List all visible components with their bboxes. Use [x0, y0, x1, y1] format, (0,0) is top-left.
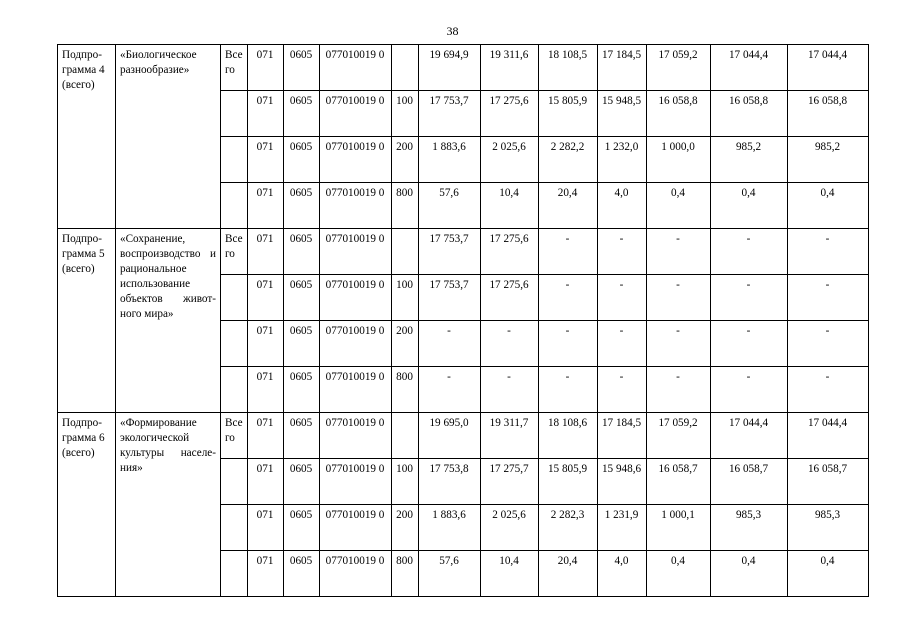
code-target-cell: 077010019 0: [319, 551, 391, 597]
total-cell: Все го: [221, 229, 248, 275]
value-cell: 15 805,9: [538, 459, 597, 505]
value-cell: -: [480, 321, 538, 367]
value-cell: -: [480, 367, 538, 413]
budget-table: [57, 44, 869, 597]
code-grbs-cell: 071: [247, 321, 283, 367]
code-expense-cell: [391, 45, 418, 91]
value-cell: -: [710, 367, 787, 413]
code-grbs-cell: 071: [247, 367, 283, 413]
value-cell: -: [597, 275, 646, 321]
value-cell: 4,0: [597, 183, 646, 229]
value-cell: 0,4: [646, 183, 710, 229]
value-cell: 2 025,6: [480, 505, 538, 551]
value-cell: -: [710, 229, 787, 275]
value-cell: -: [787, 229, 868, 275]
value-cell: -: [646, 229, 710, 275]
value-cell: 19 695,0: [418, 413, 480, 459]
code-section-cell: 0605: [283, 551, 319, 597]
value-cell: -: [538, 367, 597, 413]
code-section-cell: 0605: [283, 505, 319, 551]
value-cell: -: [538, 229, 597, 275]
value-cell: 17 753,7: [418, 229, 480, 275]
value-cell: 4,0: [597, 551, 646, 597]
code-target-cell: 077010019 0: [319, 229, 391, 275]
value-cell: 20,4: [538, 183, 597, 229]
code-target-cell: 077010019 0: [319, 45, 391, 91]
code-grbs-cell: 071: [247, 91, 283, 137]
code-expense-cell: 100: [391, 459, 418, 505]
value-cell: 17 275,7: [480, 459, 538, 505]
total-cell-empty: [221, 551, 248, 597]
code-target-cell: 077010019 0: [319, 505, 391, 551]
value-cell: 17 044,4: [710, 45, 787, 91]
table-row: [58, 45, 869, 91]
total-cell: Все го: [221, 413, 248, 459]
value-cell: 17 753,8: [418, 459, 480, 505]
value-cell: -: [418, 367, 480, 413]
value-cell: -: [597, 367, 646, 413]
subprogram-name-cell: «Сохранение, воспроизводство и рациональное использование объектов живот-ного мира»: [116, 229, 221, 413]
total-cell: Все го: [221, 45, 248, 91]
total-cell-empty: [221, 367, 248, 413]
value-cell: 18 108,6: [538, 413, 597, 459]
value-cell: 16 058,8: [787, 91, 868, 137]
value-cell: 17 753,7: [418, 91, 480, 137]
total-cell-empty: [221, 91, 248, 137]
value-cell: 17 044,4: [710, 413, 787, 459]
value-cell: -: [787, 321, 868, 367]
value-cell: -: [597, 321, 646, 367]
code-grbs-cell: 071: [247, 137, 283, 183]
code-expense-cell: [391, 229, 418, 275]
value-cell: 985,2: [787, 137, 868, 183]
code-target-cell: 077010019 0: [319, 275, 391, 321]
value-cell: 17 044,4: [787, 413, 868, 459]
value-cell: -: [646, 367, 710, 413]
code-section-cell: 0605: [283, 275, 319, 321]
code-expense-cell: 800: [391, 551, 418, 597]
value-cell: 19 311,6: [480, 45, 538, 91]
value-cell: 15 948,5: [597, 91, 646, 137]
code-section-cell: 0605: [283, 321, 319, 367]
code-grbs-cell: 071: [247, 505, 283, 551]
value-cell: -: [538, 321, 597, 367]
value-cell: 2 282,3: [538, 505, 597, 551]
code-expense-cell: 200: [391, 321, 418, 367]
value-cell: 15 948,6: [597, 459, 646, 505]
value-cell: 19 311,7: [480, 413, 538, 459]
code-target-cell: 077010019 0: [319, 183, 391, 229]
code-grbs-cell: 071: [247, 45, 283, 91]
subprogram-cell: Подпро-грамма 5 (всего): [58, 229, 116, 413]
code-expense-cell: 800: [391, 367, 418, 413]
value-cell: 16 058,8: [646, 91, 710, 137]
code-target-cell: 077010019 0: [319, 321, 391, 367]
value-cell: 17 184,5: [597, 45, 646, 91]
code-section-cell: 0605: [283, 45, 319, 91]
subprogram-name-cell: «Формирование экологической культуры населе-ния»: [116, 413, 221, 597]
code-grbs-cell: 071: [247, 275, 283, 321]
code-target-cell: 077010019 0: [319, 91, 391, 137]
value-cell: 10,4: [480, 551, 538, 597]
value-cell: 17 753,7: [418, 275, 480, 321]
value-cell: -: [538, 275, 597, 321]
code-section-cell: 0605: [283, 183, 319, 229]
code-expense-cell: [391, 413, 418, 459]
code-expense-cell: 100: [391, 91, 418, 137]
code-grbs-cell: 071: [247, 551, 283, 597]
total-cell-empty: [221, 183, 248, 229]
value-cell: 985,3: [787, 505, 868, 551]
value-cell: 20,4: [538, 551, 597, 597]
table-body: [58, 45, 869, 597]
value-cell: 18 108,5: [538, 45, 597, 91]
value-cell: -: [787, 275, 868, 321]
value-cell: 19 694,9: [418, 45, 480, 91]
code-expense-cell: 100: [391, 275, 418, 321]
code-section-cell: 0605: [283, 137, 319, 183]
value-cell: 985,3: [710, 505, 787, 551]
value-cell: 57,6: [418, 183, 480, 229]
value-cell: 17 275,6: [480, 229, 538, 275]
value-cell: 1 000,0: [646, 137, 710, 183]
value-cell: 17 184,5: [597, 413, 646, 459]
code-section-cell: 0605: [283, 229, 319, 275]
value-cell: 985,2: [710, 137, 787, 183]
value-cell: 17 044,4: [787, 45, 868, 91]
value-cell: 0,4: [787, 551, 868, 597]
value-cell: -: [787, 367, 868, 413]
code-expense-cell: 200: [391, 137, 418, 183]
code-grbs-cell: 071: [247, 183, 283, 229]
code-target-cell: 077010019 0: [319, 367, 391, 413]
value-cell: 16 058,7: [787, 459, 868, 505]
value-cell: 1 232,0: [597, 137, 646, 183]
value-cell: -: [710, 321, 787, 367]
code-grbs-cell: 071: [247, 413, 283, 459]
subprogram-cell: Подпро-грамма 6 (всего): [58, 413, 116, 597]
code-section-cell: 0605: [283, 413, 319, 459]
subprogram-cell: Подпро-грамма 4 (всего): [58, 45, 116, 229]
value-cell: -: [646, 321, 710, 367]
value-cell: 0,4: [710, 551, 787, 597]
value-cell: 57,6: [418, 551, 480, 597]
code-target-cell: 077010019 0: [319, 137, 391, 183]
value-cell: 16 058,7: [710, 459, 787, 505]
page-number: 38: [446, 24, 459, 38]
table-row: [58, 413, 869, 459]
value-cell: 2 025,6: [480, 137, 538, 183]
total-cell-empty: [221, 275, 248, 321]
total-cell-empty: [221, 137, 248, 183]
total-cell-empty: [221, 459, 248, 505]
subprogram-name-cell: «Биологическое разнообразие»: [116, 45, 221, 229]
value-cell: 15 805,9: [538, 91, 597, 137]
value-cell: -: [597, 229, 646, 275]
total-cell-empty: [221, 505, 248, 551]
value-cell: 0,4: [646, 551, 710, 597]
value-cell: 1 883,6: [418, 137, 480, 183]
code-section-cell: 0605: [283, 459, 319, 505]
code-expense-cell: 800: [391, 183, 418, 229]
table-row: [58, 229, 869, 275]
code-target-cell: 077010019 0: [319, 413, 391, 459]
value-cell: 1 000,1: [646, 505, 710, 551]
total-cell-empty: [221, 321, 248, 367]
value-cell: -: [418, 321, 480, 367]
code-section-cell: 0605: [283, 367, 319, 413]
value-cell: 16 058,8: [710, 91, 787, 137]
value-cell: 17 059,2: [646, 45, 710, 91]
value-cell: 17 275,6: [480, 91, 538, 137]
code-grbs-cell: 071: [247, 229, 283, 275]
value-cell: 0,4: [787, 183, 868, 229]
value-cell: 17 275,6: [480, 275, 538, 321]
value-cell: 10,4: [480, 183, 538, 229]
code-grbs-cell: 071: [247, 459, 283, 505]
value-cell: -: [646, 275, 710, 321]
value-cell: -: [710, 275, 787, 321]
code-section-cell: 0605: [283, 91, 319, 137]
value-cell: 16 058,7: [646, 459, 710, 505]
value-cell: 2 282,2: [538, 137, 597, 183]
value-cell: 17 059,2: [646, 413, 710, 459]
value-cell: 1 883,6: [418, 505, 480, 551]
value-cell: 0,4: [710, 183, 787, 229]
code-expense-cell: 200: [391, 505, 418, 551]
code-target-cell: 077010019 0: [319, 459, 391, 505]
value-cell: 1 231,9: [597, 505, 646, 551]
